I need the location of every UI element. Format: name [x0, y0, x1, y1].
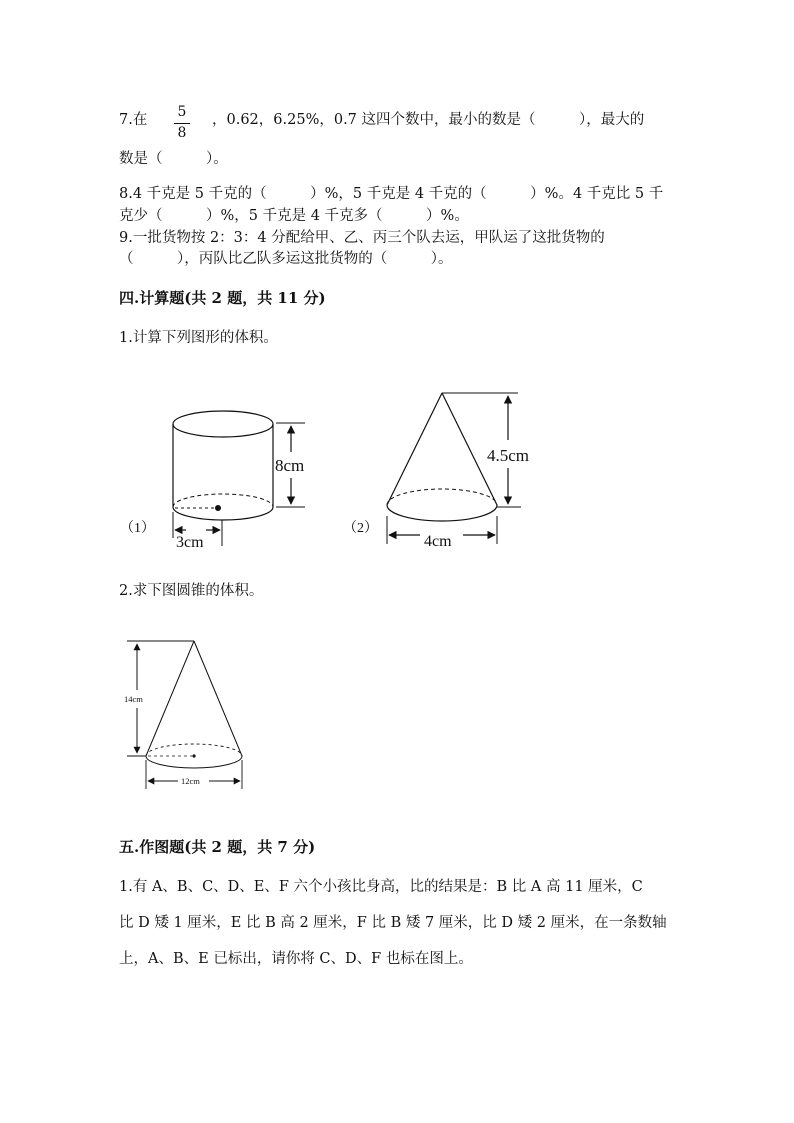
q7-prefix: 7.在 [119, 112, 148, 128]
cone1-diameter-label: 4cm [424, 533, 452, 550]
cylinder-height-label: 8cm [275, 456, 305, 475]
section4-heading: 四.计算题(共 2 题，共 11 分) [119, 289, 326, 307]
section5-heading: 五.作图题(共 2 题，共 7 分) [119, 838, 316, 856]
fraction-numerator: 5 [177, 104, 187, 120]
cone2-diameter-label: 12cm [181, 776, 200, 786]
q7-line2: 数是（ ）。 [119, 151, 228, 167]
fraction-denominator: 8 [177, 125, 187, 141]
figure1-label: （1） [120, 521, 155, 536]
cylinder-figure [120, 411, 305, 551]
q9-line2: （ ），丙队比乙队多运这批货物的（ ）。 [119, 251, 453, 267]
section5-q1-line1: 1.有 A、B、C、D、E、F 六个小孩比身高，比的结果是：B 比 A 高 11 厘米，C [119, 879, 643, 895]
cone-figure-2 [124, 641, 242, 789]
section5-q1-line3: 上，A、B、E 已标出，请你将 C、D、F 也标在图上。 [119, 951, 473, 967]
q9-line1: 9.一批货物按 2：3：4 分配给甲、乙、丙三个队去运，甲队运了这批货物的 [119, 230, 605, 246]
cylinder-radius-label: 3cm [176, 534, 204, 551]
figure2-label: （2） [343, 521, 378, 536]
section4-q2-text: 2.求下图圆锥的体积。 [119, 583, 264, 599]
q7-rest: ，0.62，6.25%，0.7 这四个数中，最小的数是（ ），最大的 [212, 112, 645, 128]
cone2-height-label: 14cm [124, 694, 143, 704]
section4-q1-text: 1.计算下列图形的体积。 [119, 330, 278, 346]
q8-line2: 克少（ ）%，5 千克是 4 千克多（ ）%。 [119, 208, 469, 224]
q8-line1: 8.4 千克是 5 千克的（ ）%，5 千克是 4 千克的（ ）%。4 千克比 5 千 [119, 186, 664, 202]
cone-figure-1 [343, 393, 529, 550]
section5-q1-line2: 比 D 矮 1 厘米，E 比 B 高 2 厘米，F 比 B 矮 7 厘米，比 D 矮 2 厘米，在一条数轴 [119, 915, 667, 931]
cone1-height-label: 4.5cm [487, 446, 530, 465]
